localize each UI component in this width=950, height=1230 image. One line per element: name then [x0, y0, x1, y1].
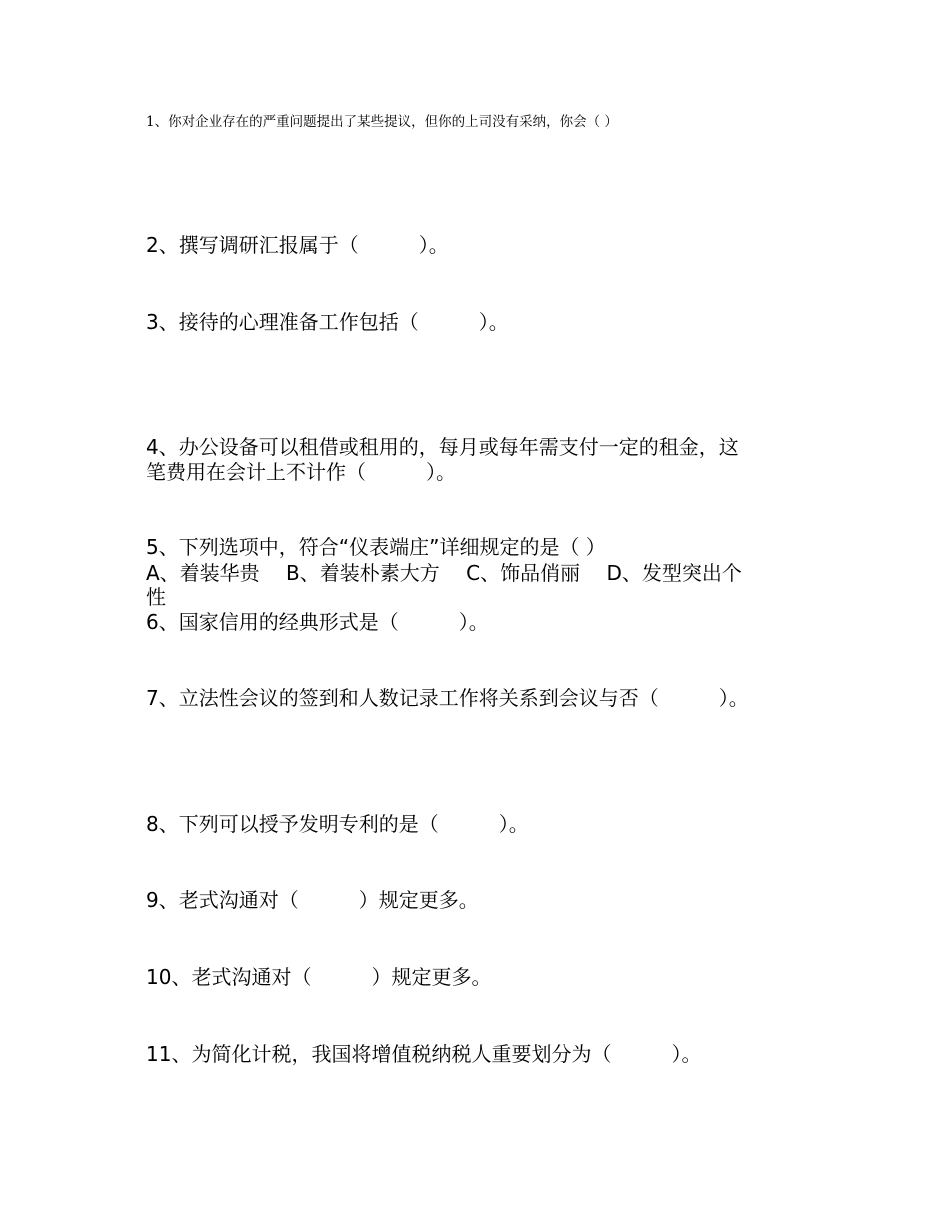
question-8-stem-text: 8、下列可以授予发明专利的是（ ）。	[146, 812, 529, 836]
question-4-stem	[146, 435, 806, 460]
question-11-stem	[146, 1042, 806, 1067]
question-8-stem	[146, 812, 806, 837]
question-6-stem-text: 6、国家信用的经典形式是（ ）。	[146, 610, 489, 634]
question-9-stem	[146, 888, 806, 913]
question-5-options-cont	[146, 585, 806, 610]
question-3-stem-text: 3、接待的心理准备工作包括（ ）。	[146, 310, 509, 334]
question-2-stem	[146, 233, 806, 258]
question-1-stem	[146, 112, 806, 132]
question-7-stem	[146, 686, 806, 711]
question-3-stem	[146, 310, 806, 335]
question-10-stem-text: 10、老式沟通对（ ）规定更多。	[146, 965, 492, 989]
question-9-stem-text: 9、老式沟通对（ ）规定更多。	[146, 888, 479, 912]
question-6-stem	[146, 610, 806, 635]
question-5-stem-text: 5、下列选项中，符合“仪表端庄”详细规定的是（ ）	[146, 535, 606, 559]
question-4-stem-cont	[146, 460, 806, 485]
question-11-stem-text: 11、为简化计税，我国将增值税纳税人重要划分为（ ）。	[146, 1042, 702, 1066]
question-4-stem-text: 4、办公设备可以租借或租用的，每月或每年需支付一定的租金，这	[146, 435, 739, 459]
question-4-stem-cont-text: 笔费用在会计上不计作（ ）。	[146, 460, 456, 484]
question-5-stem	[146, 535, 806, 560]
question-5-options	[146, 561, 806, 586]
question-5-options-cont-text: 性	[146, 585, 166, 609]
question-2-stem-text: 2、撰写调研汇报属于（ ）。	[146, 233, 449, 257]
question-1-stem-text: 1、你对企业存在的严重问题提出了某些提议，但你的上司没有采纳，你会（ ）	[146, 114, 618, 130]
question-10-stem	[146, 965, 806, 990]
question-7-stem-text: 7、立法性会议的签到和人数记录工作将关系到会议与否（ ）。	[146, 686, 749, 710]
question-5-options-text: A、着装华贵 B、着装朴素大方 C、饰品俏丽 D、发型突出个	[146, 561, 742, 585]
